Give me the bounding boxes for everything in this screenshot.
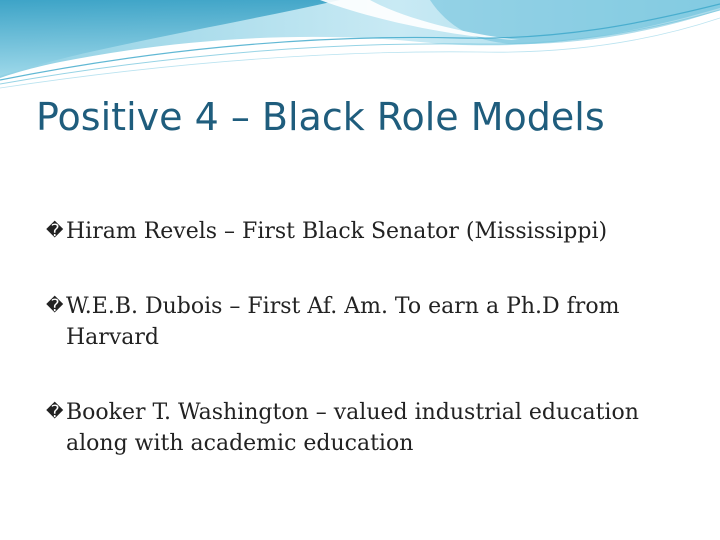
bullet-glyph-icon: �: [46, 296, 64, 316]
bullet-item: [46, 397, 686, 459]
bullet-list: [46, 216, 686, 459]
bullet-text: Booker T. Washington – valued industrial education along with academic education: [66, 400, 639, 456]
bullet-text: Hiram Revels – First Black Senator (Mississippi): [66, 219, 608, 244]
slide-title: Positive 4 – Black Role Models: [36, 95, 605, 139]
bullet-item: [46, 291, 686, 353]
bullet-glyph-icon: �: [46, 402, 64, 422]
bullet-text: W.E.B. Dubois – First Af. Am. To earn a Ph.D from Harvard: [66, 294, 620, 350]
bullet-glyph-icon: �: [46, 221, 64, 241]
bullet-item: [46, 216, 686, 247]
